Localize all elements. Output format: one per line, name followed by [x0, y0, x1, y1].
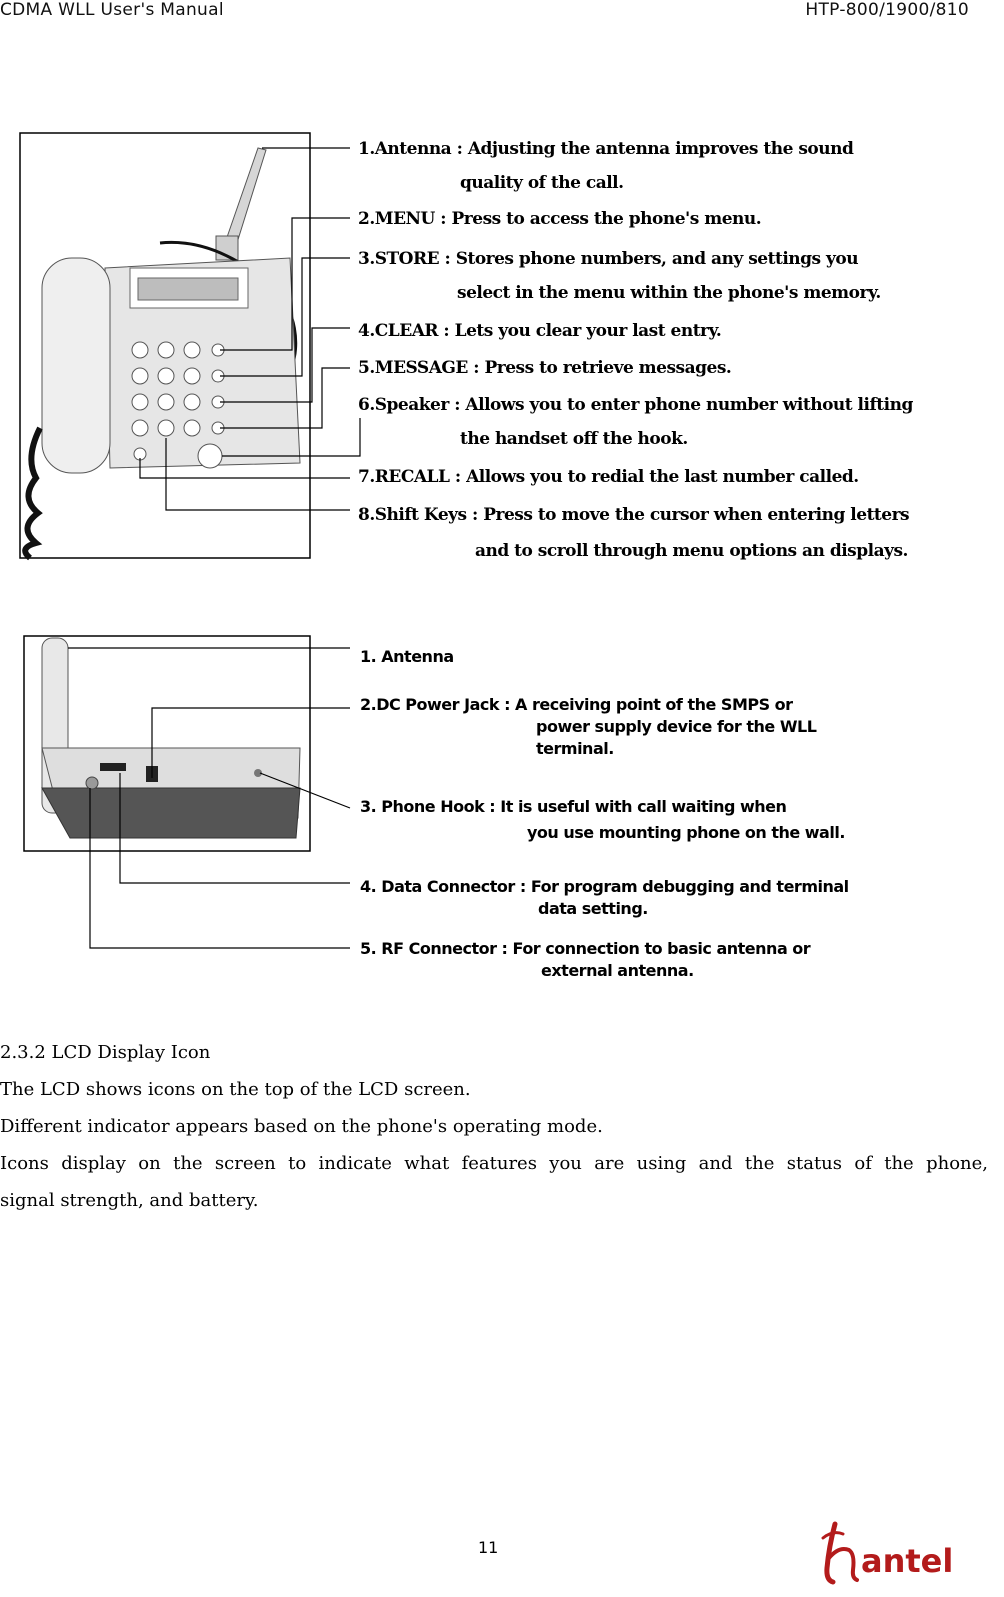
callout-phone-hook-cont: you use mounting phone on the wall. — [527, 823, 845, 842]
callout-data-connector — [360, 876, 849, 898]
callout-desc: Lets you clear your last entry. — [454, 321, 722, 341]
callout-desc: Stores phone numbers, and any settings you — [455, 249, 859, 269]
callout-desc: Press to retrieve messages. — [484, 358, 732, 378]
callout-desc: For connection to basic antenna or — [512, 939, 811, 958]
callout-menu — [358, 202, 761, 237]
callout-rf-connector-cont: external antenna. — [541, 961, 694, 980]
callout-label: 4.CLEAR : — [358, 321, 450, 341]
hantel-logo-mark — [815, 1516, 990, 1586]
paragraph-1: The LCD shows icons on the top of the LCD screen. — [0, 1079, 471, 1100]
callout-speaker-cont: the handset off the hook. — [460, 429, 688, 449]
callout-store — [358, 242, 858, 277]
callout-message — [358, 351, 731, 386]
callout-phone-hook — [360, 796, 786, 818]
callout-desc: It is useful with call waiting when — [500, 797, 787, 816]
callout-antenna-cont: quality of the call. — [460, 173, 624, 193]
callout-label: 1. Antenna — [360, 647, 454, 666]
paragraph-3-line-2: signal strength, and battery. — [0, 1190, 259, 1211]
paragraph-3-line-1: Icons display on the screen to indicate what features you are using and the status of the phone, — [0, 1153, 988, 1174]
callout-label: 5. RF Connector : — [360, 939, 508, 958]
callout-dc-power-jack — [360, 694, 793, 716]
callout-dc-power-jack-cont: power supply device for the WLL — [536, 717, 817, 736]
callout-shift-keys — [358, 498, 909, 533]
callout-label: 3. Phone Hook : — [360, 797, 496, 816]
callout-desc: Press to move the cursor when entering letters — [483, 505, 910, 525]
callout-antenna-side — [360, 646, 454, 668]
hantel-logo — [815, 1516, 990, 1586]
callout-label: 7.RECALL : — [358, 467, 461, 487]
callout-label: 2.DC Power Jack : — [360, 695, 510, 714]
callout-store-cont: select in the menu within the phone's memory. — [457, 283, 881, 303]
header-left-title: CDMA WLL User's Manual — [0, 0, 224, 20]
callout-desc: Adjusting the antenna improves the sound — [467, 139, 854, 159]
callout-desc: A receiving point of the SMPS or — [515, 695, 793, 714]
callout-label: 1.Antenna : — [358, 139, 463, 159]
callout-label: 4. Data Connector : — [360, 877, 526, 896]
callout-dc-power-jack-cont2: terminal. — [536, 739, 614, 758]
callout-label: 2.MENU : — [358, 209, 447, 229]
svg-text:antel: antel — [861, 1542, 954, 1580]
callout-shift-keys-cont: and to scroll through menu options an displays. — [475, 541, 908, 561]
callout-clear — [358, 314, 721, 349]
callout-label: 8.Shift Keys : — [358, 505, 478, 525]
paragraph-2: Different indicator appears based on the phone's operating mode. — [0, 1116, 603, 1137]
callout-desc: For program debugging and terminal — [530, 877, 849, 896]
callout-label: 5.MESSAGE : — [358, 358, 480, 378]
section-heading: 2.3.2 LCD Display Icon — [0, 1042, 211, 1063]
callout-label: 3.STORE : — [358, 249, 451, 269]
callout-desc: Allows you to enter phone number without lifting — [465, 395, 913, 415]
phone-diagram-figure — [0, 118, 913, 998]
callout-recall — [358, 460, 859, 495]
callout-desc: Press to access the phone's menu. — [451, 209, 762, 229]
callout-rf-connector — [360, 938, 810, 960]
page-number: 11 — [478, 1538, 499, 1557]
callout-label: 6.Speaker : — [358, 395, 460, 415]
callout-desc: Allows you to redial the last number called. — [466, 467, 859, 487]
callout-data-connector-cont: data setting. — [538, 899, 648, 918]
callout-antenna — [358, 132, 853, 167]
callout-speaker — [358, 388, 913, 423]
header-right-model: HTP-800/1900/810 — [805, 0, 969, 20]
